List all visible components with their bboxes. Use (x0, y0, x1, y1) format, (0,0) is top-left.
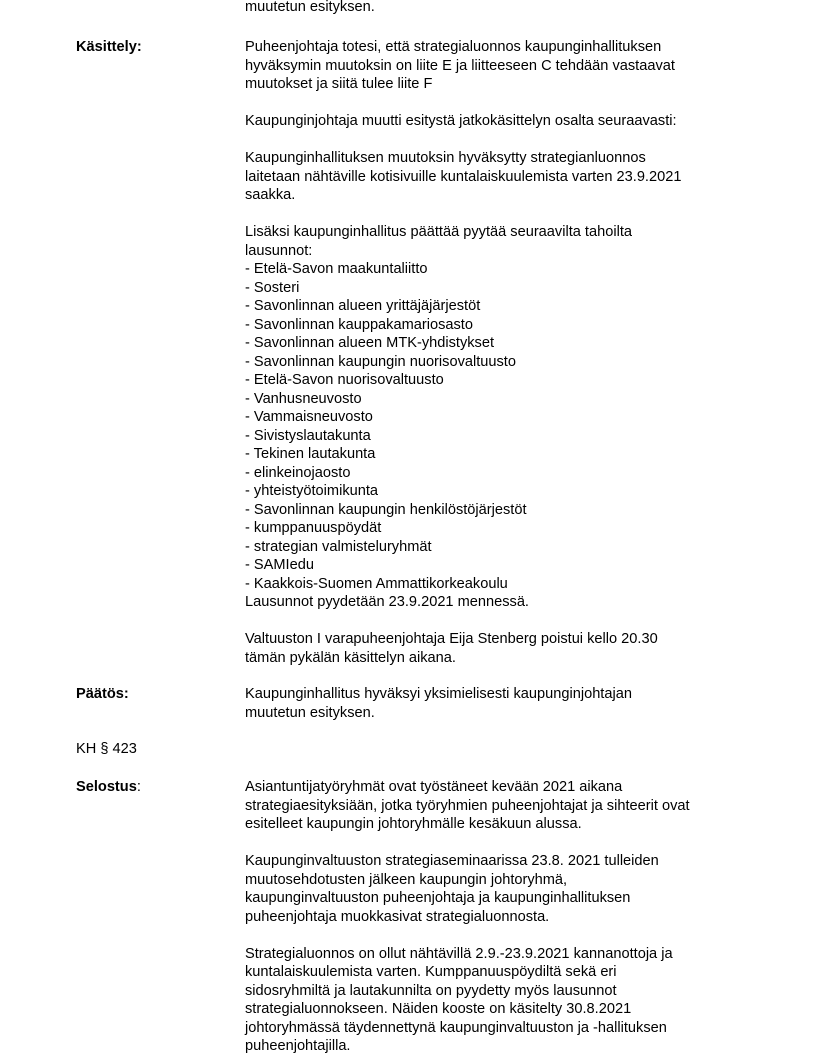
text-line: Kaupunginvaltuuston strategiaseminaarissa 23.8. 2021 tulleiden (245, 853, 659, 869)
text-line: strategialuonnokseen. Näiden kooste on käsitelty 30.8.2021 (245, 1001, 632, 1017)
text-line: strategiaesityksiään, jotka työryhmien puheenjohtajat ja sihteerit ovat (245, 797, 690, 814)
text-line: muutokset ja siitä tulee liite F (245, 76, 433, 92)
selostus-paragraph-2 (245, 852, 765, 926)
kasittely-paragraph-5 (245, 630, 765, 667)
kasittely-paragraph-2 (245, 112, 765, 131)
text-line: saakka. (245, 187, 296, 203)
text-line: - Savonlinnan alueen yrittäjäjärjestöt (245, 298, 481, 314)
selostus-label-colon: : (136, 779, 141, 795)
kasittely-statement-list (245, 223, 765, 612)
kasittely-paragraph-3 (245, 149, 765, 205)
text-line: sidosryhmiltä ja lautakunnilta on pyydetty myös lausunnot (245, 982, 617, 999)
text-line: - SAMIedu (245, 557, 314, 573)
section-number: KH § 423 (76, 741, 137, 757)
text-line: - Savonlinnan alueen MTK-yhdistykset (245, 335, 495, 351)
text-line: - yhteistyötoimikunta (245, 483, 379, 499)
text-line: kuntalaiskuulemista varten. Kumppanuuspöydiltä sekä eri (245, 964, 617, 980)
paatos-body (245, 685, 765, 722)
text-line: - Etelä-Savon maakuntaliitto (245, 261, 428, 277)
text-line: - Savonlinnan kaupungin henkilöstöjärjestöt (245, 501, 527, 518)
text-line: Kaupunginjohtaja muutti esitystä jatkokäsittelyn osalta seuraavasti: (245, 113, 677, 129)
text-line: Kaupunginhallitus hyväksyi yksimielisesti kaupunginjohtajan (245, 686, 632, 702)
text-line: tämän pykälän käsittelyn aikana. (245, 649, 456, 666)
selostus-body (245, 778, 765, 1056)
text-line: - elinkeinojaosto (245, 464, 351, 481)
text-line: hyväksymin muutoksin on liite E ja liitteeseen C tehdään vastaavat (245, 57, 675, 74)
text-line: Lausunnot pyydetään 23.9.2021 mennessä. (245, 594, 529, 610)
text-line: Puheenjohtaja totesi, että strategialuonnos kaupunginhallituksen (245, 39, 662, 55)
text-line: Kaupunginhallituksen muutoksin hyväksytty strategianluonnos (245, 150, 646, 166)
selostus-paragraph-1 (245, 778, 765, 834)
text-line: puheenjohtaja muokkasivat strategialuonnosta. (245, 908, 550, 925)
text-line: Asiantuntijatyöryhmät ovat työstäneet kevään 2021 aikana (245, 779, 623, 795)
text-line: - kumppanuuspöydät (245, 520, 382, 536)
paatos-label: Päätös: (76, 686, 129, 702)
text-line: laitetaan nähtäville kotisivuille kuntalaiskuulemista varten 23.9.2021 (245, 168, 682, 185)
text-line: - Etelä-Savon nuorisovaltuusto (245, 372, 444, 388)
selostus-paragraph-3 (245, 945, 765, 1056)
text-line: puheenjohtajilla. (245, 1038, 351, 1054)
text-line: muutosehdotusten jälkeen kaupungin johtoryhmä, (245, 871, 568, 888)
text-line: - Vanhusneuvosto (245, 390, 362, 407)
top-lines (245, 0, 765, 17)
text-line: Strategialuonnos on ollut nähtävillä 2.9.-23.9.2021 kannanottoja ja (245, 945, 673, 962)
text-line: - strategian valmisteluryhmät (245, 538, 432, 555)
text-line: - Kaakkois-Suomen Ammattikorkeakoulu (245, 575, 508, 592)
text-line: muutetun esityksen. (245, 704, 375, 721)
text-line: - Savonlinnan kaupungin nuorisovaltuusto (245, 353, 516, 370)
text-line: - Sosteri (245, 279, 300, 296)
text-line: - Vammaisneuvosto (245, 409, 373, 425)
text-line: Lisäksi kaupunginhallitus päättää pyytää seuraavilta tahoilta (245, 224, 632, 240)
text-line: lausunnot: (245, 242, 313, 259)
kasittely-body (245, 38, 765, 667)
text-line: - Sivistyslautakunta (245, 427, 371, 444)
kasittely-label: Käsittely: (76, 39, 142, 55)
selostus-label-text: Selostus (76, 779, 137, 795)
text-line: johtoryhmässä täydennettynä kaupunginvaltuuston ja -hallituksen (245, 1019, 667, 1036)
continued-text (245, 0, 765, 17)
text-line: kaupunginvaltuuston puheenjohtaja ja kaupunginhallituksen (245, 890, 631, 906)
kasittely-paragraph-1 (245, 38, 765, 94)
paatos-text (245, 685, 765, 722)
text-line: esitelleet kaupungin johtoryhmälle kesäkuun alussa. (245, 816, 582, 832)
text-line: Valtuuston I varapuheenjohtaja Eija Stenberg poistui kello 20.30 (245, 631, 658, 647)
text-line: muutetun esityksen. (245, 0, 375, 15)
text-line: - Tekinen lautakunta (245, 446, 376, 462)
text-line: - Savonlinnan kauppakamariosasto (245, 316, 473, 333)
selostus-label (76, 778, 141, 797)
